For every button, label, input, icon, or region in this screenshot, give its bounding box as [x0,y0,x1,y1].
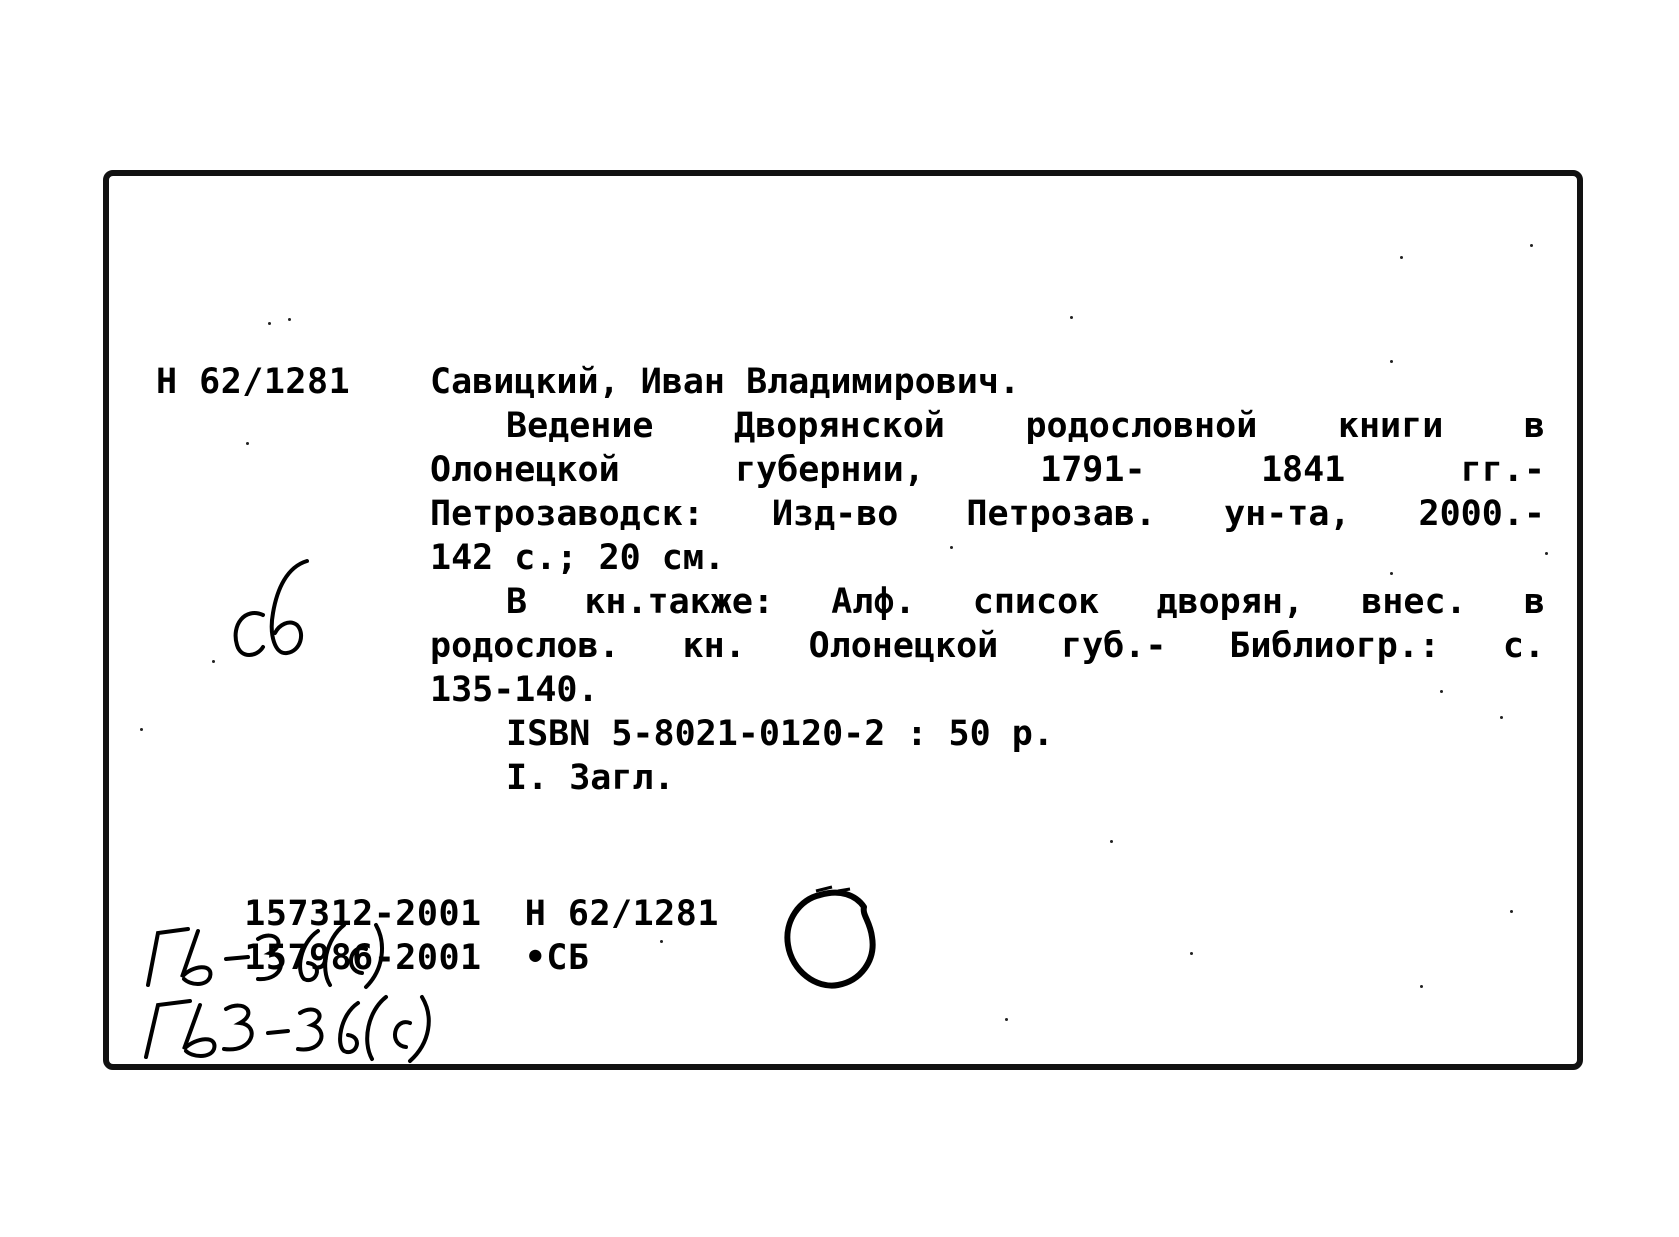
word: губ.- [1061,626,1167,666]
scan-speck [1190,952,1193,955]
word: Петрозав. [966,494,1157,534]
inventory-location: Н 62/1281 [524,894,719,934]
word: Олонецкой [808,626,999,666]
scan-speck [1510,910,1513,913]
word: родословной [1025,406,1258,446]
scan-speck [288,318,291,321]
word: 2000.- [1418,494,1545,534]
word: В [506,582,528,622]
inventory-location: •СБ [524,938,590,978]
word: книги [1337,406,1444,446]
word: в [1523,406,1545,446]
word: Библиогр.: [1229,626,1440,666]
title-line-3 [430,492,1545,536]
word: с. [1502,626,1545,666]
scan-speck [1400,256,1403,259]
scan-speck [1500,716,1503,719]
word: Ведение [506,406,654,446]
scan-speck [140,728,143,731]
inventory-number: 157312-2001 [244,894,482,934]
handwritten-shelf-notes [140,925,460,1065]
scan-speck [1110,840,1113,843]
tracing: I. Загл. [506,758,675,798]
scan-speck [1390,572,1393,575]
word: 1791- [1040,450,1146,490]
scan-speck [1420,985,1423,988]
word: гг.- [1460,450,1545,490]
scan-speck [1530,244,1533,247]
word: 1841 [1260,450,1346,490]
note-end: 135-140. [430,670,599,710]
scan-speck [1070,316,1073,319]
title-line-2 [430,448,1545,492]
scan-speck [1390,360,1393,363]
word: Дворянской [734,406,945,446]
scan-speck [1005,1018,1008,1021]
scan-speck [212,660,215,663]
inventory-number: 157986-2001 [244,938,482,978]
physical-extent: 142 с.; 20 см. [430,538,726,578]
note-line-1 [430,580,1545,624]
word: Алф. [831,582,916,622]
word: в [1523,582,1545,622]
note-line-2 [430,624,1545,668]
word: список [972,582,1100,622]
scan-speck [268,322,271,325]
word: внес. [1361,582,1467,622]
word: Олонецкой [430,450,620,490]
call-number: Н 62/1281 [156,362,351,402]
scan-speck [246,442,249,445]
bibliographic-description [430,360,1545,800]
word: Изд-во [771,494,899,534]
stamp-outline [780,885,880,995]
scan-speck [1440,690,1443,693]
word: кн.также: [584,582,774,622]
word: кн. [682,626,746,666]
word: губернии, [735,450,925,490]
title-line-1 [430,404,1545,448]
isbn-price: ISBN 5-8021-0120-2 : 50 р. [506,714,1054,754]
scan-speck [950,546,953,549]
word: Петрозаводск: [430,494,704,534]
scan-speck [660,940,663,943]
author-heading: Савицкий, Иван Владимирович. [430,362,1021,402]
word: родослов. [430,626,620,666]
word: дворян, [1156,582,1304,622]
word: ун-та, [1224,494,1351,534]
scan-speck [1545,552,1548,555]
handwritten-sigla [225,555,315,665]
